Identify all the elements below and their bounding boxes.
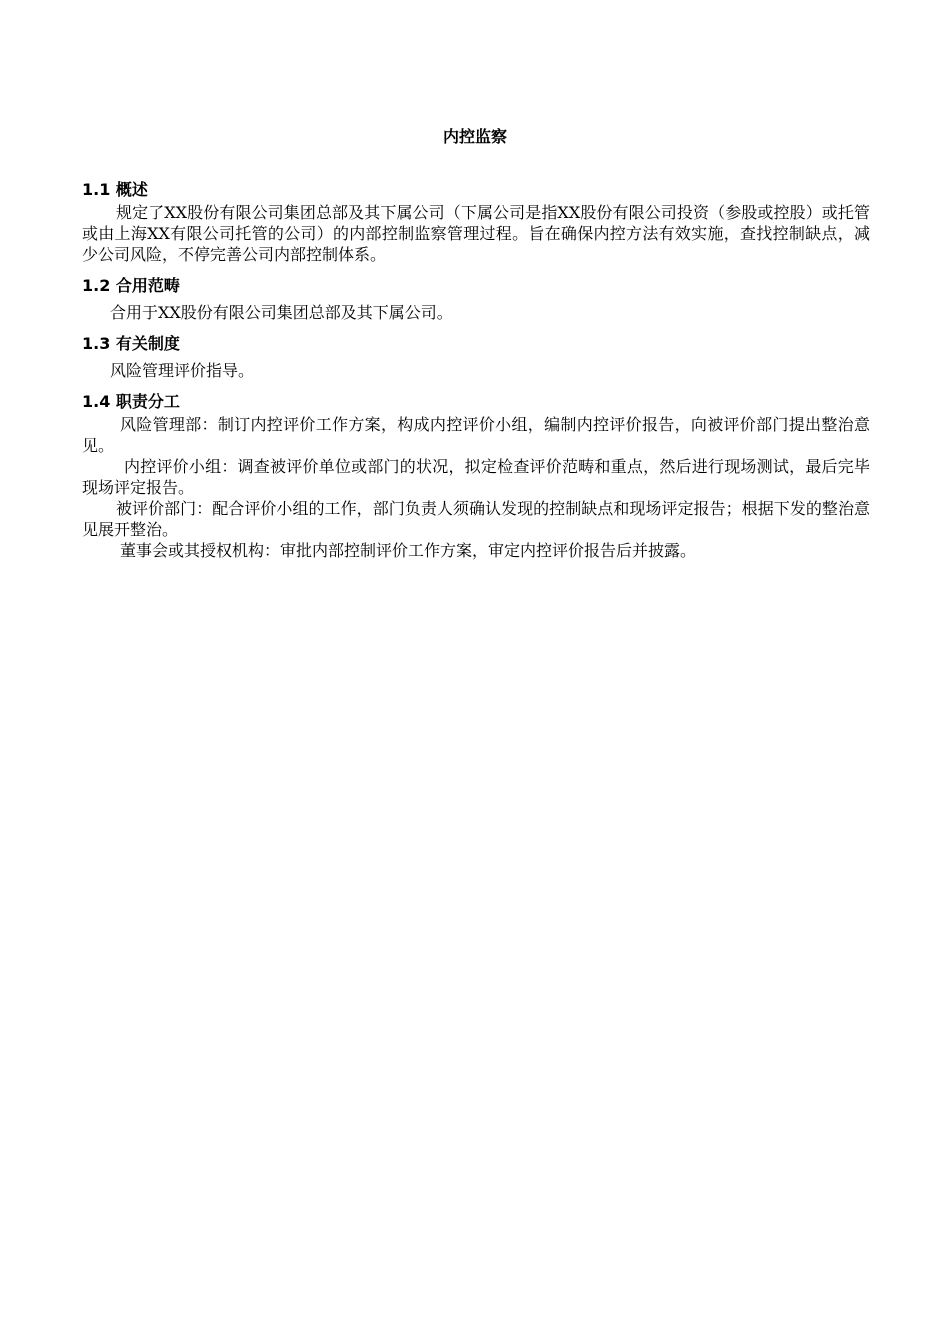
- section-heading-responsibilities: 1.4 职责分工: [82, 392, 180, 411]
- scope-paragraph: 合用于XX股份有限公司集团总部及其下属公司。: [110, 303, 453, 322]
- section-heading-related-rules: 1.3 有关制度: [82, 334, 180, 353]
- responsibility-board: 董事会或其授权机构：审批内部控制评价工作方案，审定内控评价报告后并披露。: [120, 541, 697, 560]
- document-body: [82, 180, 870, 561]
- overview-paragraph: 规定了XX股份有限公司集团总部及其下属公司（下属公司是指XX股份有限公司投资（参股或控股）或托管或由上海XX有限公司托管的公司）的内部控制监察管理过程。旨在确保内控方法有效实施，查找控制缺点，减少公司风险，不停完善公司内部控制体系。: [82, 203, 870, 264]
- responsibility-risk-dept: 风险管理部：制订内控评价工作方案，构成内控评价小组，编制内控评价报告，向被评价部门提出整治意见。: [82, 415, 870, 455]
- section-heading-scope: 1.2 合用范畴: [82, 276, 180, 295]
- responsibility-eval-team: 内控评价小组：调查被评价单位或部门的状况，拟定检查评价范畴和重点，然后进行现场测试，最后完毕现场评定报告。: [82, 457, 870, 497]
- responsibility-evaluated-dept: 被评价部门：配合评价小组的工作，部门负责人须确认发现的控制缺点和现场评定报告；根据下发的整治意见展开整治。: [82, 499, 870, 539]
- document-title: 内控监察: [442, 127, 507, 146]
- related-rules-paragraph: 风险管理评价指导。: [110, 361, 255, 380]
- section-heading-overview: 1.1 概述: [82, 180, 148, 199]
